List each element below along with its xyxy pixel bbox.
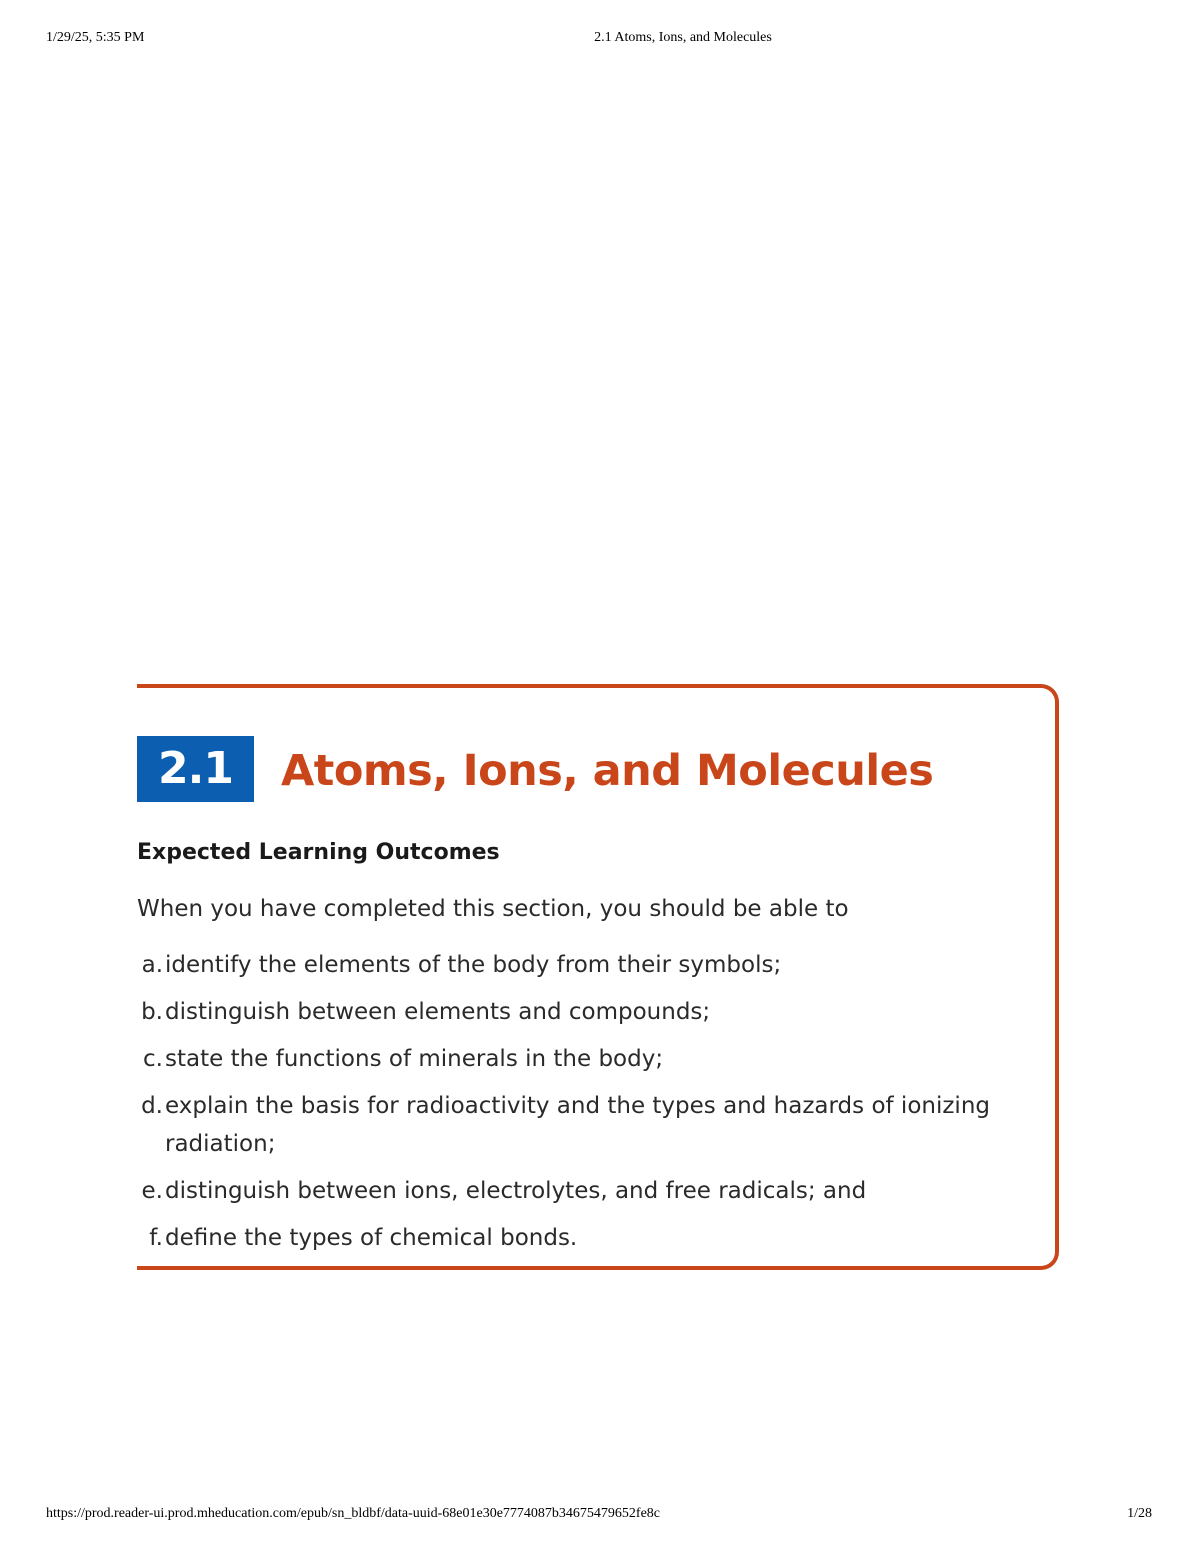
learning-outcomes-box (137, 684, 1059, 1270)
outcome-item (137, 1087, 1027, 1163)
outcomes-heading: Expected Learning Outcomes (137, 840, 500, 865)
outcomes-intro: When you have completed this section, you should be able to (137, 896, 849, 922)
page-url[interactable]: https://prod.reader-ui.prod.mheducation.com/epub/sn_bldbf/data-uuid-68e01e30e7774087b34675479652fe8c (46, 1506, 661, 1521)
outcome-text: distinguish between elements and compounds; (165, 999, 711, 1025)
print-page-title: 2.1 Atoms, Ions, and Molecules (594, 30, 772, 45)
outcome-item (137, 1219, 1027, 1257)
outcome-item (137, 1172, 1027, 1210)
outcome-marker: e. (141, 1178, 163, 1204)
print-datetime: 1/29/25, 5:35 PM (46, 30, 145, 45)
outcome-text: define the types of chemical bonds. (165, 1225, 578, 1251)
outcome-item (137, 1040, 1027, 1078)
print-header (0, 30, 1200, 50)
outcome-marker: b. (141, 999, 163, 1025)
outcome-item (137, 993, 1027, 1031)
outcome-item (137, 946, 1027, 984)
outcome-marker: a. (141, 952, 163, 978)
print-footer (0, 1506, 1200, 1526)
outcome-marker: c. (143, 1046, 163, 1072)
outcome-text: state the functions of minerals in the body; (165, 1046, 664, 1072)
outcomes-list (137, 946, 1027, 1266)
outcome-text: distinguish between ions, electrolytes, and free radicals; and (165, 1178, 867, 1204)
outcome-text: identify the elements of the body from their symbols; (165, 952, 782, 978)
section-title: Atoms, Ions, and Molecules (281, 746, 934, 796)
page-indicator: 1/28 (1127, 1506, 1152, 1521)
outcome-marker: f. (149, 1225, 163, 1251)
outcome-marker: d. (141, 1093, 163, 1119)
section-number-badge: 2.1 (137, 736, 254, 802)
outcome-text: explain the basis for radioactivity and the types and hazards of ionizing radiation; (165, 1093, 991, 1157)
